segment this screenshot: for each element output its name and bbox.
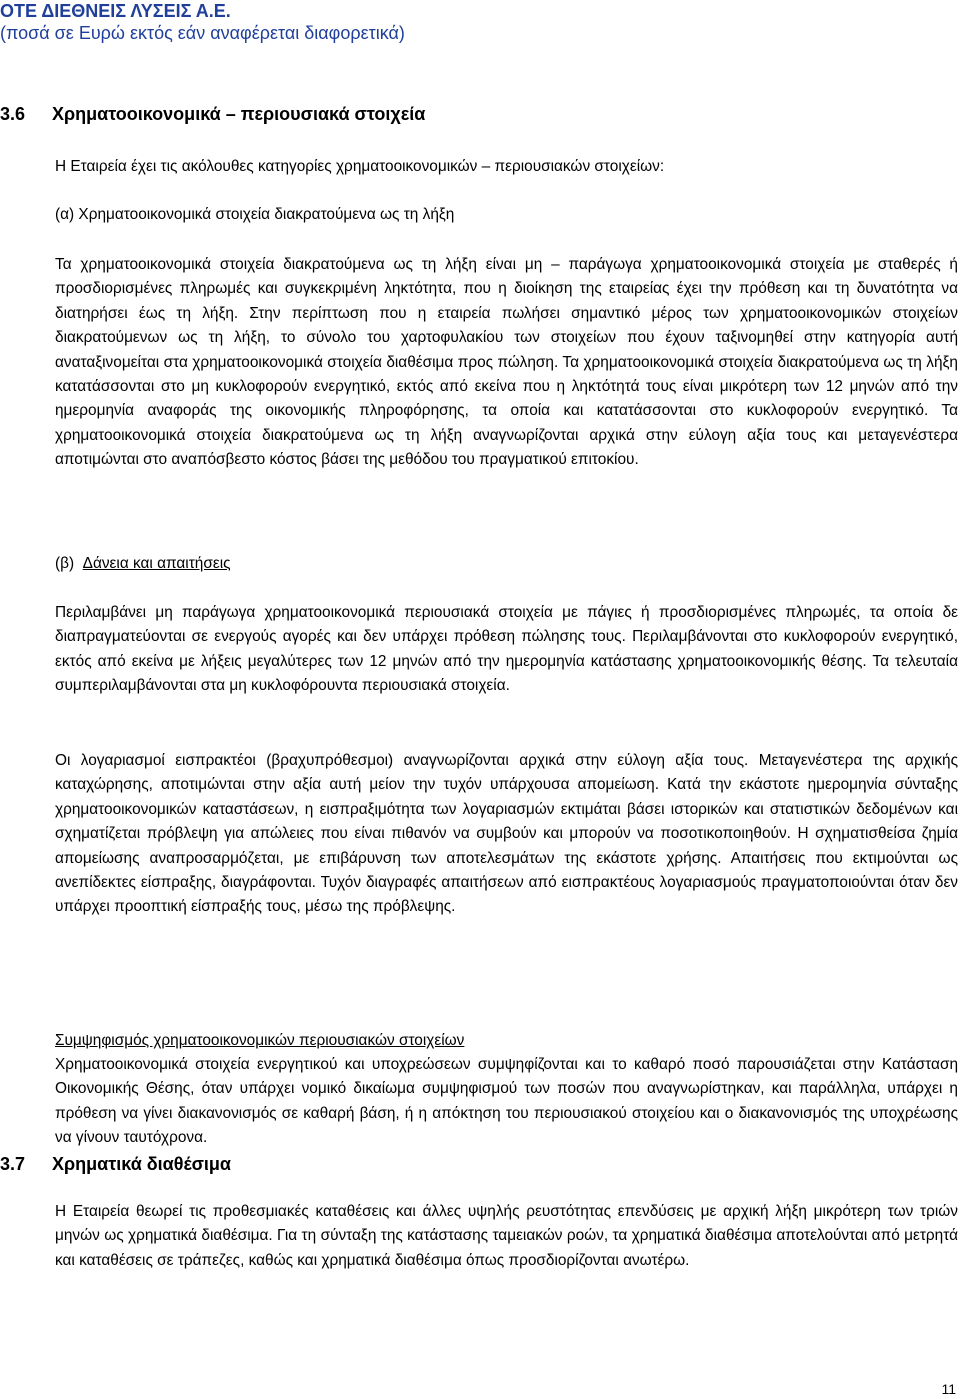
subsection-b-paragraph-2: Οι λογαριασμοί εισπρακτέοι (βραχυπρόθεσμοι) αναγνωρίζονται αρχικά στην εύλογη αξία τους. Μεταγενέστερα της αρχικής καταχώρησης, αποτιμώνται στην αξία αυτή μείον την τυχόν υπάρχουσα απομείωση. Κατά την εκάστοτε ημερομηνία σύνταξης χρηματοοικονομικών καταστάσεων, η εισπραξιμότητα των λογαριασμών εκτιμάται βάσει ιστορικών και στατιστικών δεδομένων και σχηματίζεται πρόβλεψη για απώλειες που είναι πιθανόν να συμβούν και μπορούν να ποσοτικοποιηθούν. Η σχηματισθείσα ζημία απομείωσης αναπροσαρμόζεται, με επιβάρυνση των αποτελεσμάτων της εκάστοτε χρήσης. Απαιτήσεις που εκτιμούνται ως ανεπίδεκτες είσπραξης, διαγράφονται. Τυχόν διαγραφές απαιτήσεων από εισπρακτέους λογαριασμούς πραγματοποιούνται όταν δεν υπάρχει προοπτική είσπραξής τους, μέσω της πρόβλεψης. [55, 752, 958, 916]
page-number: 11 [941, 1381, 956, 1397]
section-3-7-body: Η Εταιρεία θεωρεί τις προθεσμιακές καταθέσεις και άλλες υψηλής ρευστότητας επενδύσεις με αρχική λήξη μικρότερη των τριών μηνών ως χρηματικά διαθέσιμα. Για τη σύνταξη της κατάστασης ταμειακών ροών, τα χρηματικά διαθέσιμα αποτελούνται από μετρητά και καταθέσεις σε τράπεζες, καθώς και χρηματικά διαθέσιμα όπως προσδιορίζονται ανωτέρω. [55, 1203, 958, 1269]
subsection-b-label: (β) [55, 555, 75, 572]
section-title: Χρηματοοικονομικά – περιουσιακά στοιχεία [52, 104, 426, 124]
currency-note: (ποσά σε Ευρώ εκτός εάν αναφέρεται διαφορετικά) [0, 23, 405, 43]
document-header [0, 0, 405, 44]
offsetting-heading: Συμψηφισμός χρηματοοικονομικών περιουσιακών στοιχείων [55, 1032, 465, 1049]
section-number: 3.6 [0, 104, 26, 124]
offsetting-title [55, 1029, 958, 1053]
subsection-b-title [55, 552, 958, 576]
subsection-b-paragraph-1: Περιλαμβάνει μη παράγωγα χρηματοοικονομικά περιουσιακά στοιχεία με πάγιες ή προσδιορισμένες πληρωμές, τα οποία δε διαπραγματεύονται σε ενεργούς αγορές και δεν υπάρχει πρόθεση πώλησης τους. Περιλαμβάνονται στο κυκλοφορούν ενεργητικό, εκτός από εκείνα με λήξεις μεγαλύτερες των 12 μηνών από την ημερομηνία κατάστασης χρηματοοικονομικής θέσης. Τα τελευταία συμπεριλαμβάνονται στα μη κυκλοφόρουντα περιουσιακά στοιχεία. [55, 604, 958, 695]
subsection-b-heading: Δάνεια και απαιτήσεις [82, 555, 231, 572]
section-number: 3.7 [0, 1154, 26, 1174]
subsection-a-body: Τα χρηματοοικονομικά στοιχεία διακρατούμενα ως τη λήξη είναι μη – παράγωγα χρηματοοικονομικά στοιχεία με σταθερές ή προσδιορισμένες πληρωμές και συγκεκριμένη ληκτότητα, που η διοίκηση της εταιρείας έχει την πρόθεση και τη δυνατότητα να διατηρήσει έως τη λήξη. Στην περίπτωση που η εταιρεία πωλήσει σημαντικό μέρος των χρηματοοικονομικών στοιχείων διακρατούμενων ως τη λήξη, το σύνολο του χαρτοφυλακίου των στοιχείων που έχουν ταξινομηθεί στην κατηγορία αυτή αναταξινομείται στα χρηματοοικονομικά στοιχεία διαθέσιμα προς πώληση. Τα χρηματοοικονομικά στοιχεία διακρατούμενα ως τη λήξη κατατάσσονται στο μη κυκλοφορούν ενεργητικό, εκτός από εκείνα που η ληκτότητά τους είναι μικρότερη των 12 μηνών από την ημερομηνία αναφοράς της οικονομικής πληροφόρησης, τα οποία και κατατάσσονται στο κυκλοφορούν ενεργητικό. Τα χρηματοοικονομικά στοιχεία διακρατούμενα ως τη λήξη αναγνωρίζονται αρχικά στην εύλογη αξία τους και μεταγενέστερα αποτιμώνται στο αναπόσβεστο κόστος βάσει της μεθόδου του πραγματικού επιτοκίου. [55, 256, 958, 469]
section-title: Χρηματικά διαθέσιμα [52, 1154, 231, 1174]
offsetting-body: Χρηματοοικονομικά στοιχεία ενεργητικού και υποχρεώσεων συμψηφίζονται και το καθαρό ποσό παρουσιάζεται στην Κατάσταση Οικονομικής Θέσης, όταν υπάρχει νομικό δικαίωμα συμψηφισμού των ποσών που αναγνωρίστηκαν, και παράλληλα, υπάρχει η πρόθεση να γίνει διακανονισμός σε καθαρή βάση, ή η απόκτηση του περιουσιακού στοιχείου και ο διακανονισμός της υποχρέωσης να γίνουν ταυτόχρονα. [55, 1056, 958, 1147]
company-name: ΟΤΕ ΔΙΕΘΝΕΙΣ ΛΥΣΕΙΣ Α.Ε. [0, 1, 231, 21]
section-heading-3-6 [0, 103, 425, 125]
section-intro: Η Εταιρεία έχει τις ακόλουθες κατηγορίες χρηματοοικονομικών – περιουσιακών στοιχείων: [55, 158, 665, 175]
subsection-a-title: (α) Χρηματοοικονομικά στοιχεία διακρατούμενα ως τη λήξη [55, 206, 455, 223]
section-heading-3-7 [0, 1153, 231, 1175]
